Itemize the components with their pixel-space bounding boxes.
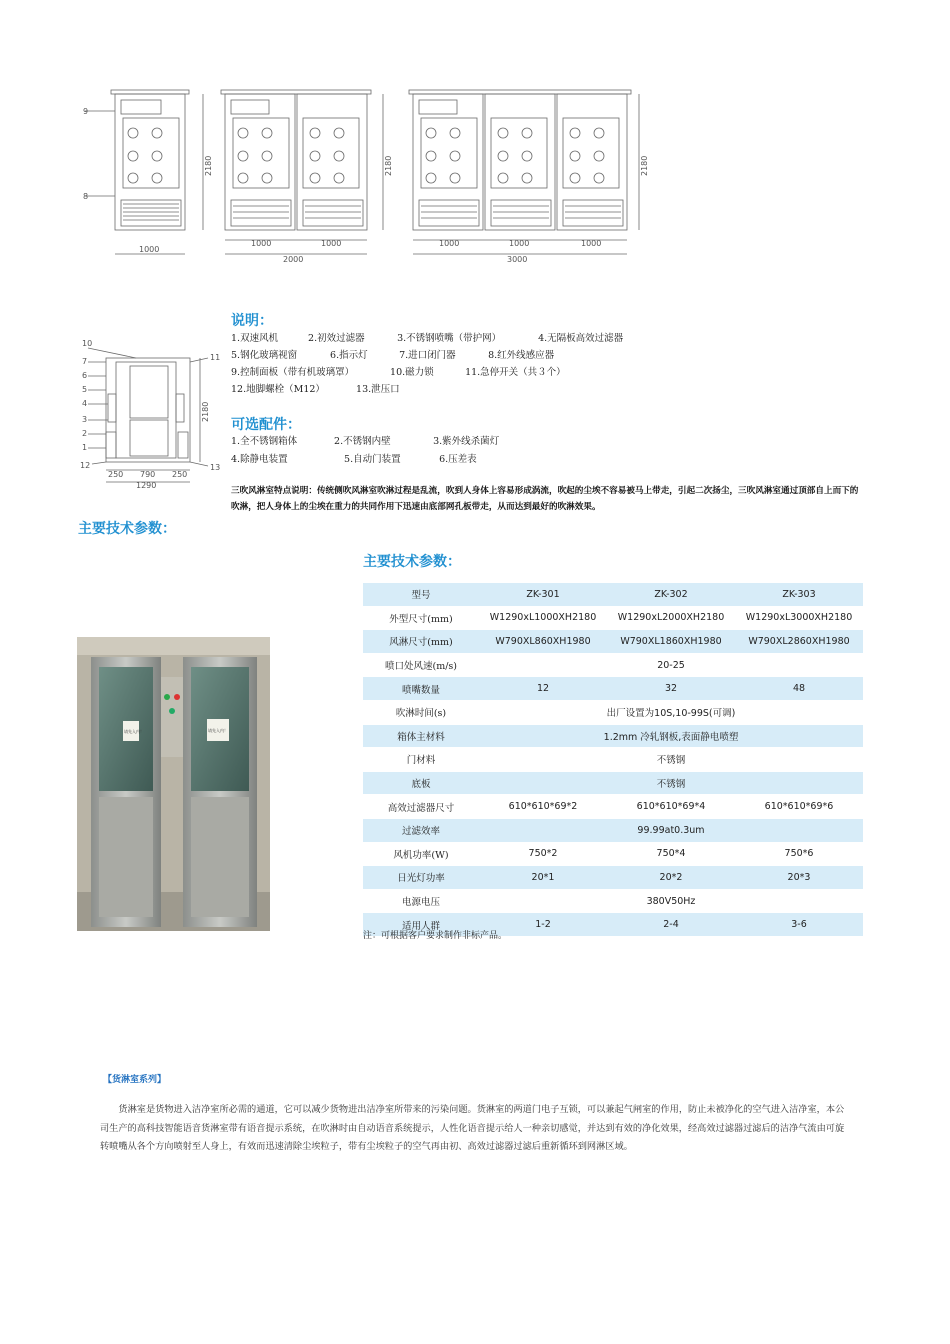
side-callout-13: 13 <box>210 463 221 472</box>
optional-row-2 <box>231 451 477 465</box>
explain-item: 11.急停开关（共３个） <box>465 367 566 378</box>
dim-width-triple-total: 3000 <box>507 255 528 264</box>
right-door-sign: 请先入内！ <box>208 728 228 733</box>
optional-item: 4.除静电装置 <box>231 454 288 465</box>
table-cell: 380V50Hz <box>479 889 863 913</box>
table-cell: W1290xL2000XH2180 <box>607 606 735 630</box>
row-label: 门材料 <box>363 748 479 772</box>
side-callout-2: 2 <box>82 429 88 438</box>
table-row <box>363 724 863 748</box>
table-cell: 12 <box>479 677 607 701</box>
table-cell: 750*4 <box>607 842 735 866</box>
optional-item: 2.不锈钢内壁 <box>334 436 391 447</box>
explain-item: 4.无隔板高效过滤器 <box>538 333 624 344</box>
table-cell: 20*1 <box>479 866 607 890</box>
table-row <box>363 842 863 866</box>
side-dim-total: 1290 <box>136 481 157 488</box>
optional-item: 5.自动门装置 <box>344 454 401 465</box>
row-label: 日光灯功率 <box>363 866 479 890</box>
table-cell: 48 <box>735 677 863 701</box>
series-paragraph: 货淋室是货物进入洁净室所必需的通道，它可以减少货物进出洁净室所带来的污染问题。货淋室的两道门电子互锁，可以兼起气闸室的作用，防止未被净化的空气进入洁净室，本公司生产的高科技智能语音货淋室带有语音提示系统，在吹淋时由自动语音系统提示，人性化语音提示给人一种亲切感觉，并达到有效的净化效果，经高效过滤器过滤后的洁净气流由可旋转喷嘴从各个方向喷射至人身上，有效而迅速清除尘埃粒子，带有尘埃粒子的空气再由初、高效过滤器过滤后重新循环到网淋区域。 <box>100 1104 845 1152</box>
row-label: 过滤效率 <box>363 818 479 842</box>
explain-item: 5.钢化玻璃视窗 <box>231 350 298 361</box>
side-dim-left: 250 <box>108 470 124 479</box>
table-row <box>363 818 863 842</box>
callout-8: 8 <box>83 192 89 201</box>
front-elevation-drawings <box>75 88 655 270</box>
dim-width-triple-b: 1000 <box>509 239 530 248</box>
side-dim-height: 2180 <box>201 401 210 422</box>
table-cell: 32 <box>607 677 735 701</box>
optional-item: 1.全不锈钢箱体 <box>231 436 298 447</box>
dim-width-double-b: 1000 <box>321 239 342 248</box>
table-cell: 2-4 <box>607 913 735 937</box>
air-shower-photo <box>77 637 270 931</box>
explain-item: 10.磁力锁 <box>390 367 434 378</box>
table-row <box>363 866 863 890</box>
params-title-right: 主要技术参数： <box>363 554 461 570</box>
row-label: 高效过滤器尺寸 <box>363 795 479 819</box>
table-cell: W790XL860XH1980 <box>479 630 607 654</box>
table-cell: 20*2 <box>607 866 735 890</box>
table-row <box>363 677 863 701</box>
table-cell: 不锈钢 <box>479 748 863 772</box>
row-label: 底板 <box>363 771 479 795</box>
table-cell: W790XL1860XH1980 <box>607 630 735 654</box>
table-note: 注：可根据客户要求制作非标产品。 <box>363 931 508 941</box>
row-label: 适用人群 <box>363 913 479 937</box>
table-cell: 不锈钢 <box>479 771 863 795</box>
table-cell: 3-6 <box>735 913 863 937</box>
explain-title: 说明： <box>231 313 273 329</box>
table-cell: W790XL2860XH1980 <box>735 630 863 654</box>
row-label: 外型尺寸(mm) <box>363 606 479 630</box>
explain-row-3 <box>231 364 566 378</box>
row-label: 风机功率(W) <box>363 842 479 866</box>
table-cell: 20*3 <box>735 866 863 890</box>
table-row <box>363 653 863 677</box>
dim-height-triple: 2180 <box>640 155 649 176</box>
row-label: 吹淋时间(s) <box>363 700 479 724</box>
explain-item: 12.地脚螺栓（M12） <box>231 384 325 395</box>
optional-title: 可选配件： <box>231 417 301 433</box>
side-callout-4: 4 <box>82 399 88 408</box>
explain-item: 8.红外线感应器 <box>488 350 555 361</box>
dim-height-double: 2180 <box>384 155 393 176</box>
callout-9: 9 <box>83 107 89 116</box>
row-label: 风淋尺寸(mm) <box>363 630 479 654</box>
dim-width-double-total: 2000 <box>283 255 304 264</box>
spec-table <box>363 583 863 937</box>
table-header-row <box>363 583 863 606</box>
table-row <box>363 795 863 819</box>
table-row <box>363 700 863 724</box>
side-dim-right: 250 <box>172 470 188 479</box>
table-header-cell: 型号 <box>363 583 479 606</box>
table-row <box>363 889 863 913</box>
table-row <box>363 748 863 772</box>
optional-row-1 <box>231 433 499 447</box>
row-label: 喷嘴数量 <box>363 677 479 701</box>
table-header-cell: ZK-302 <box>607 583 735 606</box>
row-label: 箱体主材料 <box>363 724 479 748</box>
side-callout-5: 5 <box>82 385 88 394</box>
optional-item: 3.紫外线杀菌灯 <box>433 436 500 447</box>
explain-item: 2.初效过滤器 <box>308 333 365 344</box>
explain-item: 7.进口闭门器 <box>399 350 456 361</box>
row-label: 喷口处风速(m/s) <box>363 653 479 677</box>
dim-width-single: 1000 <box>139 245 160 254</box>
table-cell: 1.2mm 冷轧钢板,表面静电喷塑 <box>479 724 863 748</box>
side-callout-1: 1 <box>82 443 88 452</box>
explain-row-4 <box>231 381 400 395</box>
table-cell: W1290xL1000XH2180 <box>479 606 607 630</box>
explain-item: 13.泄压口 <box>356 384 400 395</box>
explain-item: 1.双速风机 <box>231 333 279 344</box>
dim-width-triple-c: 1000 <box>581 239 602 248</box>
explain-row-1 <box>231 330 623 344</box>
table-row <box>363 771 863 795</box>
side-callout-3: 3 <box>82 415 88 424</box>
side-callout-7: 7 <box>82 357 88 366</box>
table-cell: 99.99at0.3um <box>479 818 863 842</box>
side-callout-11: 11 <box>210 353 221 362</box>
side-callout-10: 10 <box>82 339 93 348</box>
table-cell: 1-2 <box>479 913 607 937</box>
explain-item: 6.指示灯 <box>330 350 368 361</box>
table-cell: 750*2 <box>479 842 607 866</box>
dim-height-single: 2180 <box>204 155 213 176</box>
table-cell: 750*6 <box>735 842 863 866</box>
table-cell: 610*610*69*4 <box>607 795 735 819</box>
explain-row-2 <box>231 347 554 361</box>
table-cell: 610*610*69*6 <box>735 795 863 819</box>
table-row <box>363 630 863 654</box>
explain-item: 3.不锈钢喷嘴（带护网） <box>397 333 502 344</box>
table-cell: W1290xL3000XH2180 <box>735 606 863 630</box>
series-title: 【货淋室系列】 <box>103 1075 167 1085</box>
table-header-cell: ZK-303 <box>735 583 863 606</box>
table-row <box>363 606 863 630</box>
dim-width-triple-a: 1000 <box>439 239 460 248</box>
side-elevation-drawing <box>78 336 223 488</box>
left-door-sign: 请先入内！ <box>124 729 144 734</box>
side-callout-6: 6 <box>82 371 88 380</box>
side-dim-mid: 790 <box>140 470 156 479</box>
table-cell: 20-25 <box>479 653 863 677</box>
side-callout-12: 12 <box>80 461 91 470</box>
params-title-left: 主要技术参数： <box>78 521 176 537</box>
table-cell: 出厂设置为10S,10-99S(可调) <box>479 700 863 724</box>
row-label: 电源电压 <box>363 889 479 913</box>
table-header-cell: ZK-301 <box>479 583 607 606</box>
table-cell: 610*610*69*2 <box>479 795 607 819</box>
feature-description: 三吹风淋室特点说明：传统侧吹风淋室吹淋过程是乱流，吹到人身体上容易形成涡流，吹起的尘埃不容易被马上带走，引起二次扬尘，三吹风淋室通过顶部自上而下的吹淋，把人身体上的尘埃在重力的共同作用下迅速由底部网孔板带走，从而达到最好的吹淋效果。 <box>231 486 859 512</box>
explain-item: 9.控制面板（带有机玻璃罩） <box>231 367 355 378</box>
dim-width-double-a: 1000 <box>251 239 272 248</box>
optional-item: 6.压差表 <box>439 454 477 465</box>
